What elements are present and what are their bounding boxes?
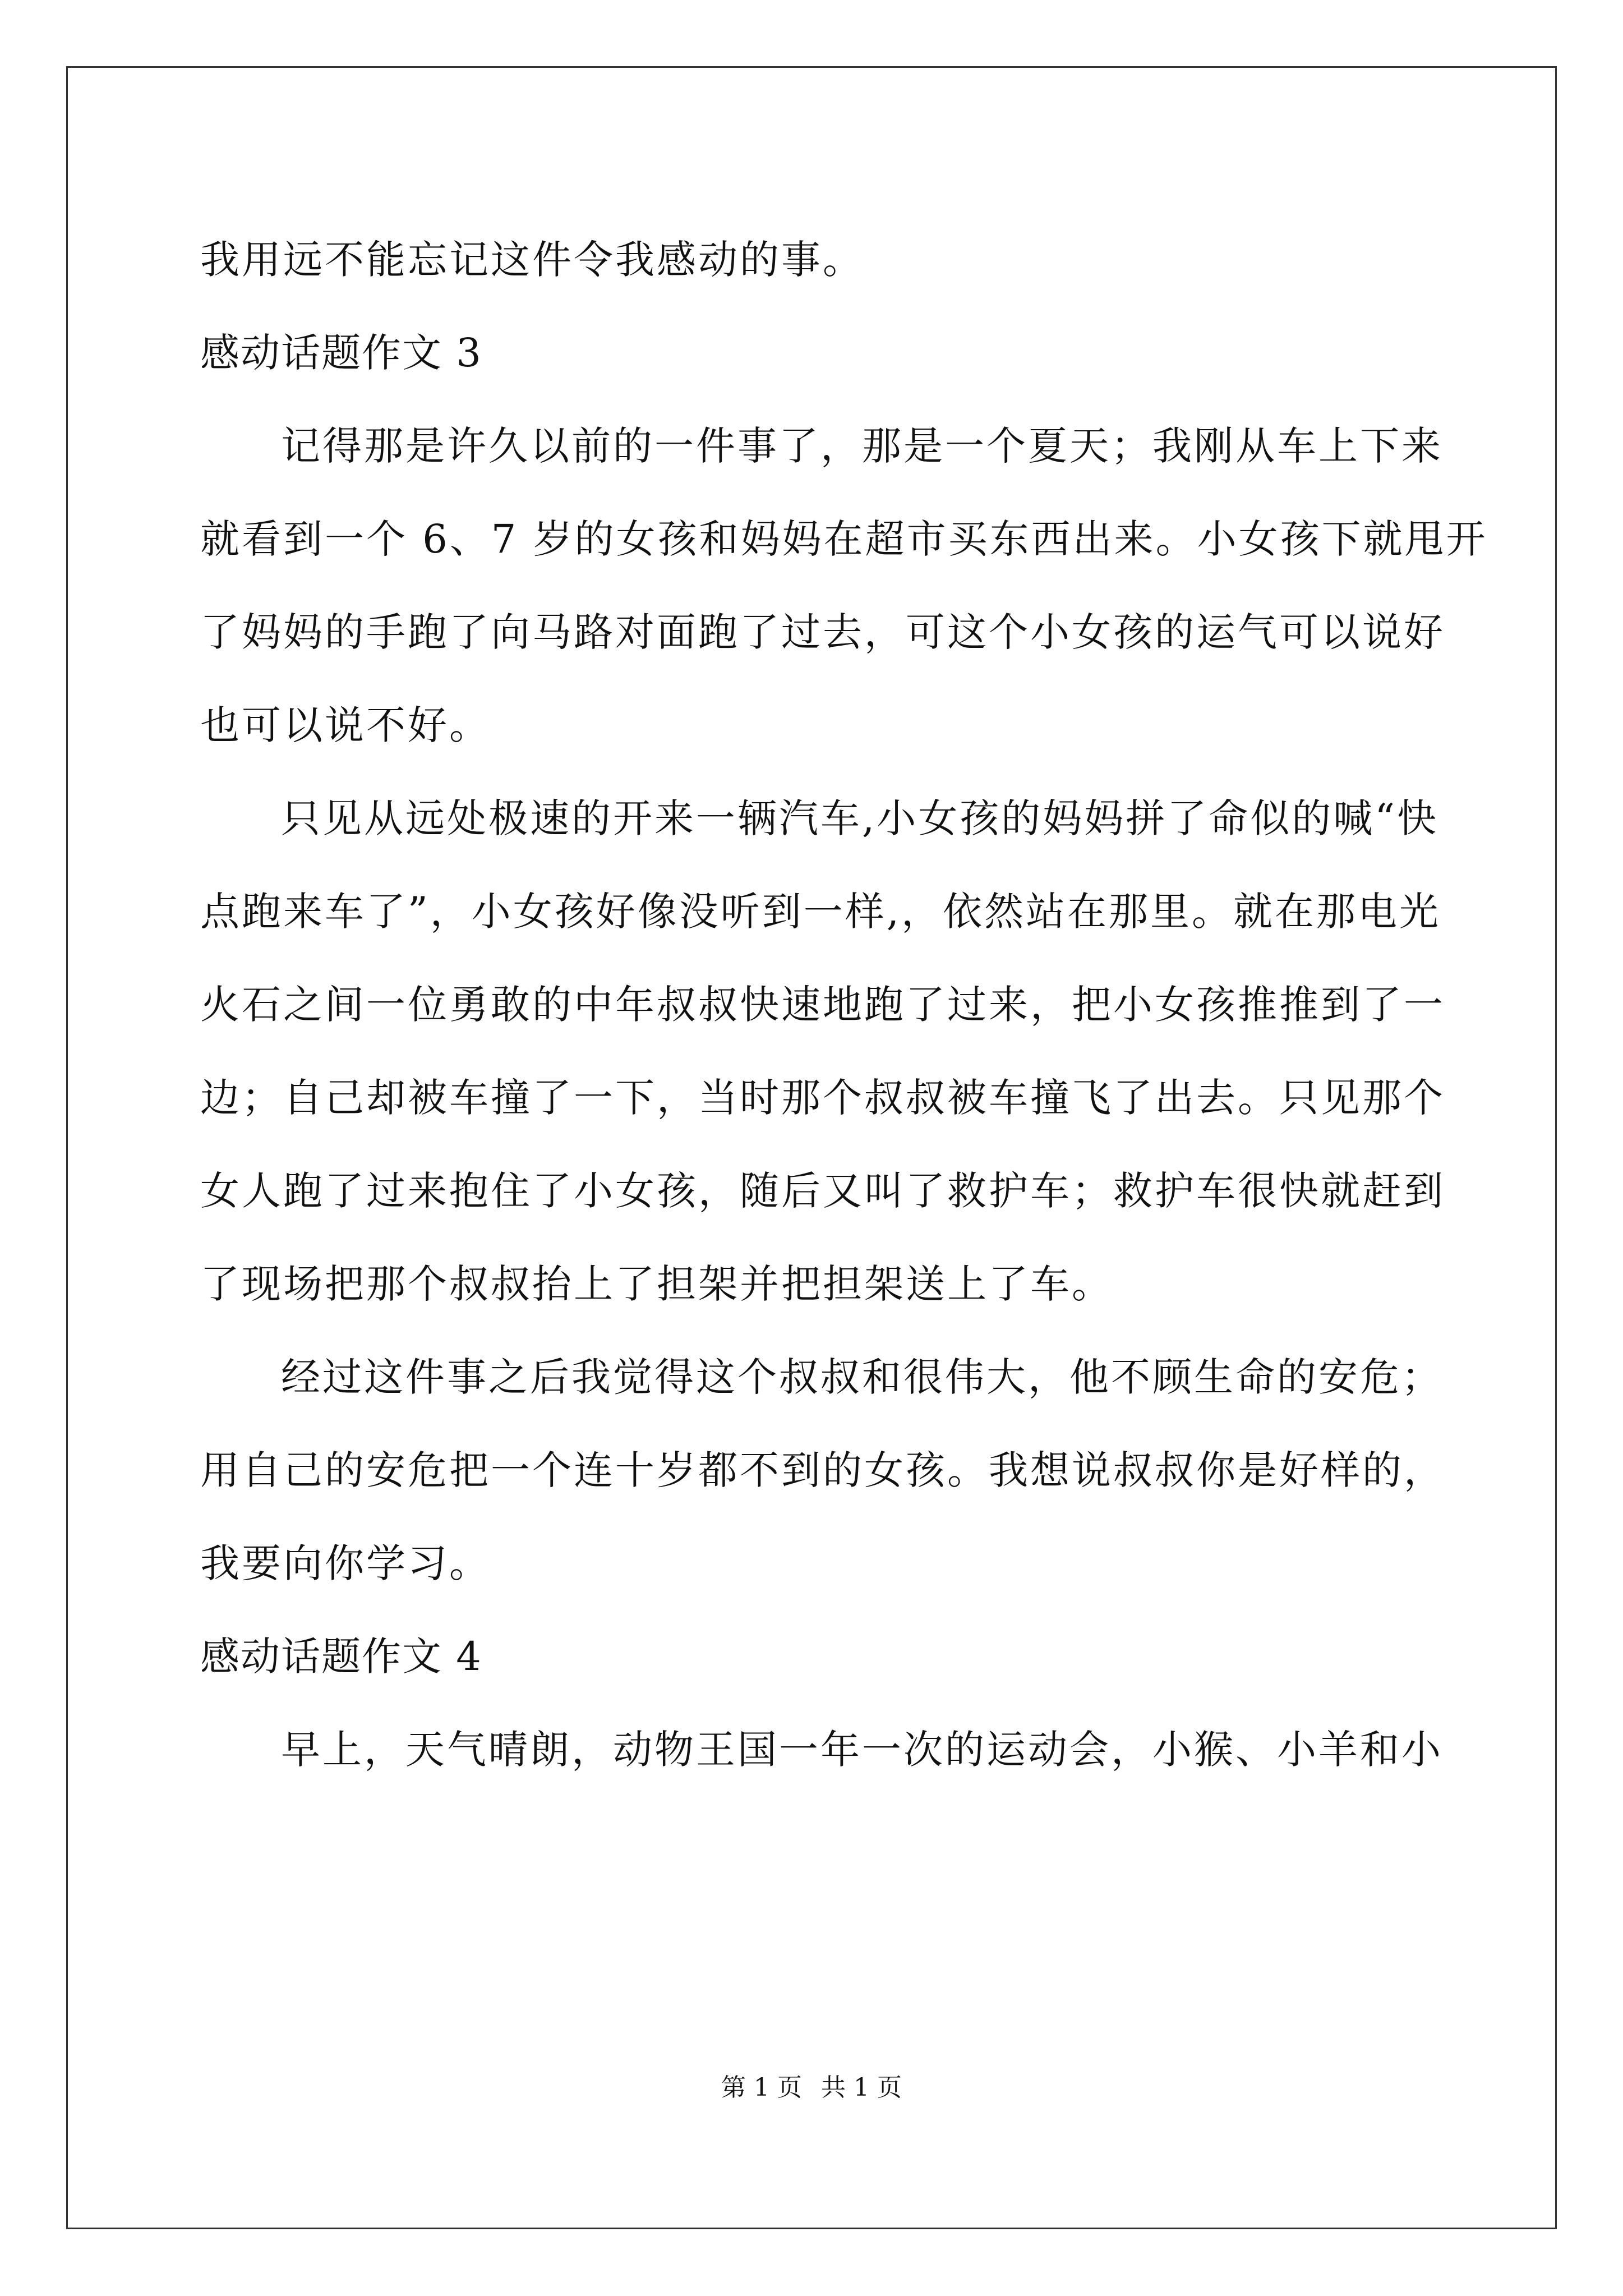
text-line: 记得那是许久以前的一件事了，那是一个夏天；我刚从车上下来 [281,423,1443,469]
text-line: 火石之间一位勇敢的中年叔叔快速地跑了过来，把小女孩推推到了一 [200,982,1445,1028]
section-heading: 感动话题作文 3 [200,330,482,376]
text-line: 只见从远处极速的开来一辆汽车,小女孩的妈妈拼了命似的喊“快 [281,795,1439,841]
text-line: 点跑来车了”，小女孩好像没听到一样,，依然站在那里。就在那电光 [200,889,1441,935]
text-line: 边；自己却被车撞了一下，当时那个叔叔被车撞飞了出去。只见那个 [200,1075,1445,1121]
page-footer [0,2071,1623,2105]
text-line: 用自己的安危把一个连十岁都不到的女孩。我想说叔叔你是好样的， [200,1447,1445,1493]
text-line: 了妈妈的手跑了向马路对面跑了过去，可这个小女孩的运气可以说好 [200,609,1445,655]
text-line: 了现场把那个叔叔抬上了担架并把担架送上了车。 [200,1261,1113,1307]
text-line: 早上，天气晴朗，动物王国一年一次的运动会，小猴、小羊和小 [281,1727,1443,1773]
text-line: 我用远不能忘记这件令我感动的事。 [200,237,864,283]
text-line: 我要向你学习。 [200,1540,491,1586]
page-number: 第 1 页 [721,2073,802,2102]
text-line: 女人跑了过来抱住了小女孩，随后又叫了救护车；救护车很快就赶到 [200,1168,1445,1214]
text-line: 经过这件事之后我觉得这个叔叔和很伟大，他不顾生命的安危； [281,1354,1443,1400]
section-heading: 感动话题作文 4 [200,1634,482,1680]
text-line: 也可以说不好。 [200,702,491,748]
page-total: 共 1 页 [821,2073,902,2102]
document-body [200,213,1488,1796]
text-line: 就看到一个 6、7 岁的女孩和妈妈在超市买东西出来。小女孩下就甩开 [200,516,1488,562]
